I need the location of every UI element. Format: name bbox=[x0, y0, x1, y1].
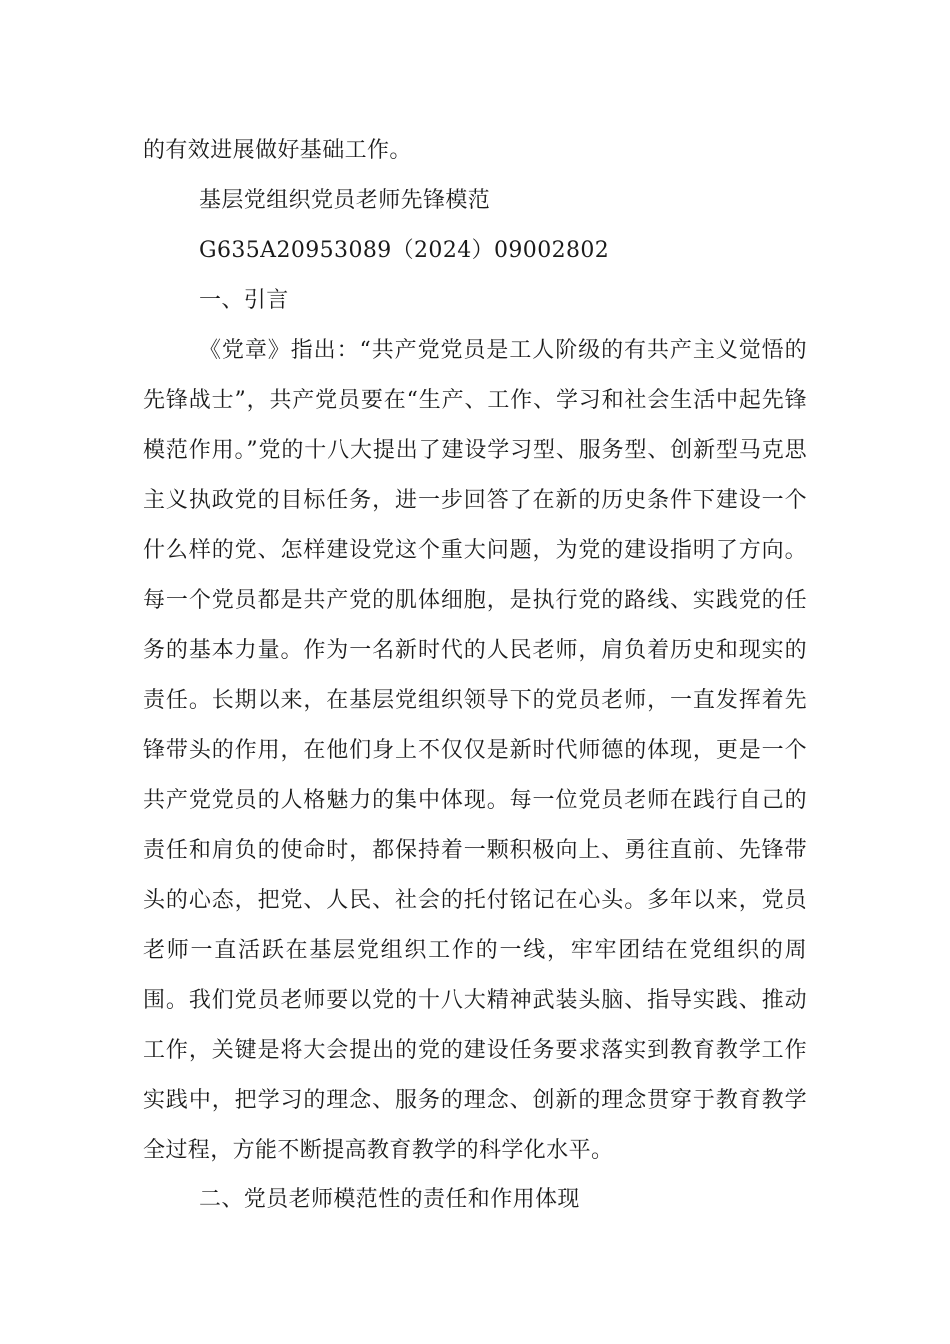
section-heading-responsibility: 二、党员老师模范性的责任和作用体现 bbox=[199, 1187, 580, 1212]
section-heading-introduction: 一、引言 bbox=[199, 288, 289, 313]
keywords-line: 基层党组织党员老师先锋模范 bbox=[199, 188, 491, 213]
introduction-paragraph: 《党章》指出：“共产党党员是工人阶级的有共产主义觉悟的先锋战士”，共产党员要在“生产、工作、学习和社会生活中起先锋模范作用。”党的十八大提出了建设学习型、服务型、创新型马克思主义执政党的目标任务，进一步回答了在新的历史条件下建设一个什么样的党、怎样建设党这个重大问题，为党的建设指明了方向。每一个党员都是共产党的肌体细胞，是执行党的路线、实践党的任务的基本力量。作为一名新时代的人民老师，肩负着历史和现实的责任。长期以来，在基层党组织领导下的党员老师，一直发挥着先锋带头的作用，在他们身上不仅仅是新时代师德的体现，更是一个共产党党员的人格魅力的集中体现。每一位党员老师在践行自己的责任和肩负的使命时，都保持着一颗积极向上、勇往直前、先锋带头的心态，把党、人民、社会的托付铭记在心头。多年以来，党员老师一直活跃在基层党组织工作的一线，牢牢团结在党组织的周围。我们党员老师要以党的十八大精神武装头脑、指导实践、推动工作，关键是将大会提出的党的建设任务要求落实到教育教学工作实践中，把学习的理念、服务的理念、创新的理念贯穿于教育教学全过程，方能不断提高教育教学的科学化水平。 bbox=[143, 338, 807, 1163]
classification-number: G635A20953089（2024）09002802 bbox=[199, 238, 610, 263]
continuation-line: 的有效进展做好基础工作。 bbox=[143, 138, 412, 163]
